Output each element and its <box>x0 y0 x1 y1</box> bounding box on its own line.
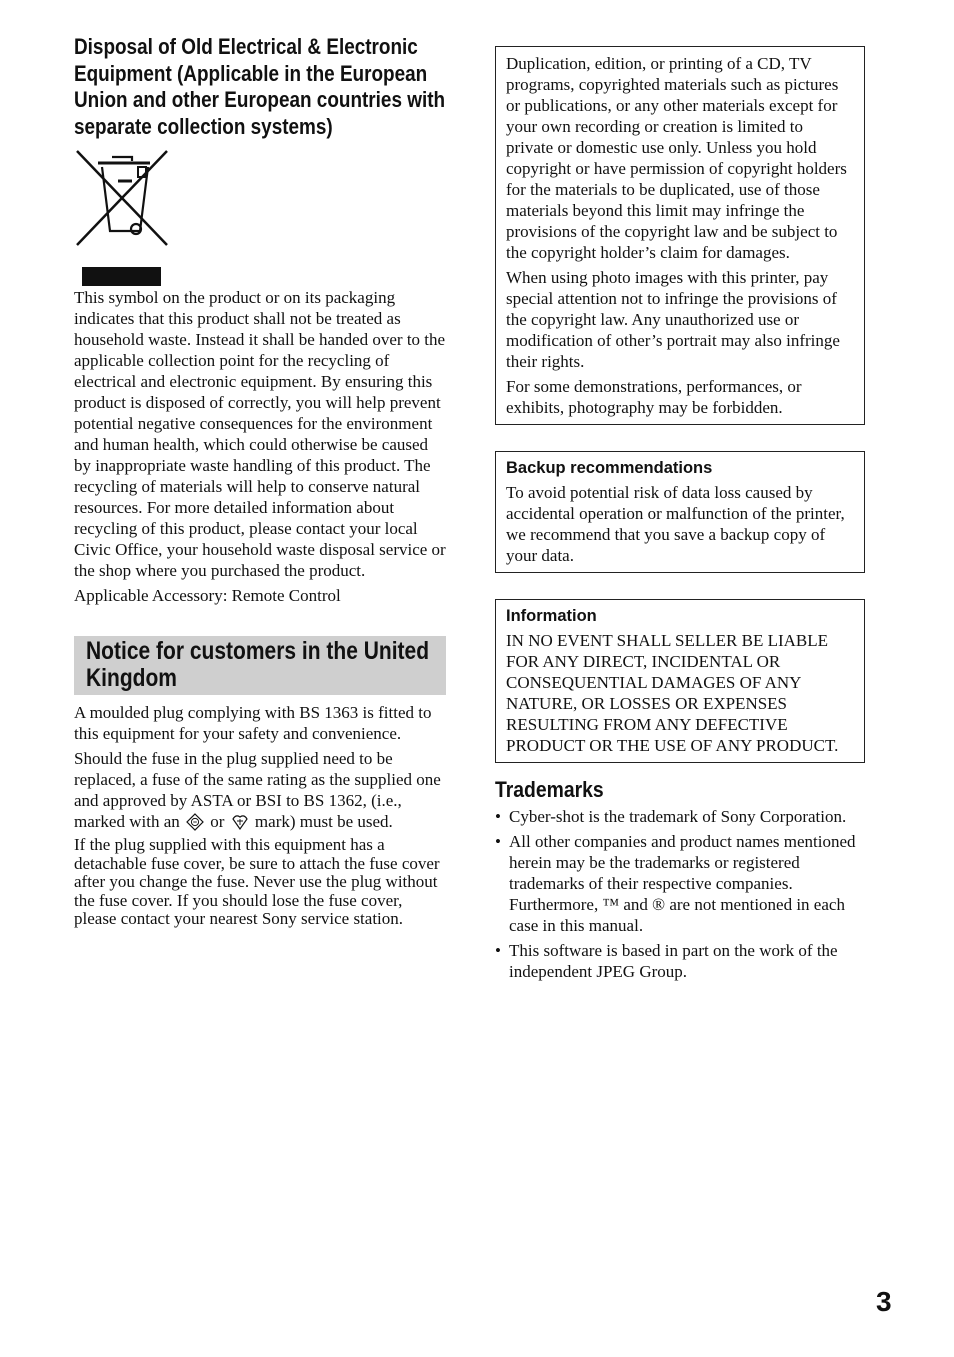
backup-text: To avoid potential risk of data loss caused by accidental operation or malfunction of the printer, we recommend that you save a backup copy of your data. <box>506 483 845 565</box>
page-number: 3 <box>876 1286 892 1317</box>
uk-paragraph-2-or: or <box>210 812 225 831</box>
backup-title: Backup recommendations <box>506 459 713 477</box>
uk-paragraph-2-after: mark) must be used. <box>254 812 393 831</box>
accessory-line: Applicable Accessory: Remote Control <box>74 586 341 605</box>
weee-bar <box>82 267 161 286</box>
weee-symbol <box>74 149 446 287</box>
disposal-heading: Disposal of Old Electrical & Electronic Equipment (Applicable in the European Union and other European countries with separate collection systems) <box>74 34 446 139</box>
copyright-paragraph-1: Duplication, edition, or printing of a CD, TV programs, copyrighted materials such as pictures or publications, or any other materials except for your own recording or creation is limited to private or domestic use only. Unless you hold copyright or have permission of copyright holders for the materials to be duplicated, use of those materials beyond this limit may infringe the provisions of the copyright law and be subject to the copyright holder’s claim for damages. <box>506 54 847 262</box>
backup-box <box>495 451 865 573</box>
copyright-paragraph-2: When using photo images with this printer, pay special attention not to infringe the provisions of the copyright law. Any unauthorized use or modification of other’s portrait may also infringe their rights. <box>506 268 840 371</box>
copyright-paragraph-3: For some demonstrations, performances, or exhibits, photography may be forbidden. <box>506 377 802 417</box>
uk-paragraph-2 <box>74 748 446 832</box>
copyright-box <box>495 46 865 425</box>
uk-paragraph-1: A moulded plug complying with BS 1363 is fitted to this equipment for your safety and convenience. <box>74 703 432 743</box>
trademark-item: • This software is based in part on the work of the independent JPEG Group. <box>495 940 865 982</box>
right-column <box>495 46 865 986</box>
trademark-item: • All other companies and product names mentioned herein may be the trademarks or registered trademarks of their respective companies. Furthermore, ™ and ® are not mentioned in each case in this manual. <box>495 831 865 936</box>
crossed-out-wheelie-bin-icon <box>74 149 170 267</box>
asta-mark-icon <box>186 813 204 831</box>
information-title: Information <box>506 607 597 625</box>
notice-title: Notice for customers in the United Kingdom <box>86 637 430 692</box>
uk-paragraph-3: If the plug supplied with this equipment has a detachable fuse cover, be sure to attach the fuse cover after you change the fuse. Never use the plug without the fuse cover. If you should lose the fuse cover, please contact your nearest Sony service station. <box>74 835 440 928</box>
left-column <box>74 34 446 933</box>
bsi-kitemark-icon <box>231 813 249 831</box>
trademarks-list <box>495 806 865 982</box>
notice-uk-banner <box>74 636 446 695</box>
trademark-item: • Cyber-shot is the trademark of Sony Corporation. <box>495 806 865 827</box>
trademarks-section <box>495 776 865 982</box>
information-box <box>495 599 865 763</box>
information-text: IN NO EVENT SHALL SELLER BE LIABLE FOR ANY DIRECT, INCIDENTAL OR CONSEQUENTIAL DAMAGES OF ANY NATURE, OR LOSSES OR EXPENSES RESULTING FROM ANY DEFECTIVE PRODUCT OR THE USE OF ANY PRODUCT. <box>506 631 839 755</box>
disposal-paragraph: This symbol on the product or on its packaging indicates that this product shall not be treated as household waste. Instead it shall be handed over to the applicable collection point for the recycling of electrical and electronic equipment. By ensuring this product is disposed of correctly, you will help prevent potential negative consequences for the environment and human health, which could otherwise be caused by inappropriate waste handling of this product. The recycling of materials will help to conserve natural resources. For more detailed information about recycling of this product, please contact your local Civic Office, your household waste disposal service or the shop where you purchased the product. <box>74 288 446 580</box>
trademarks-title: Trademarks <box>495 777 604 802</box>
uk-notice-body <box>74 702 446 929</box>
uk-paragraph-2-before: Should the fuse in the plug supplied need to be replaced, a fuse of the same rating as the supplied one and approved by ASTA or BSI to BS 1362, (i.e., marked with an <box>74 749 441 831</box>
